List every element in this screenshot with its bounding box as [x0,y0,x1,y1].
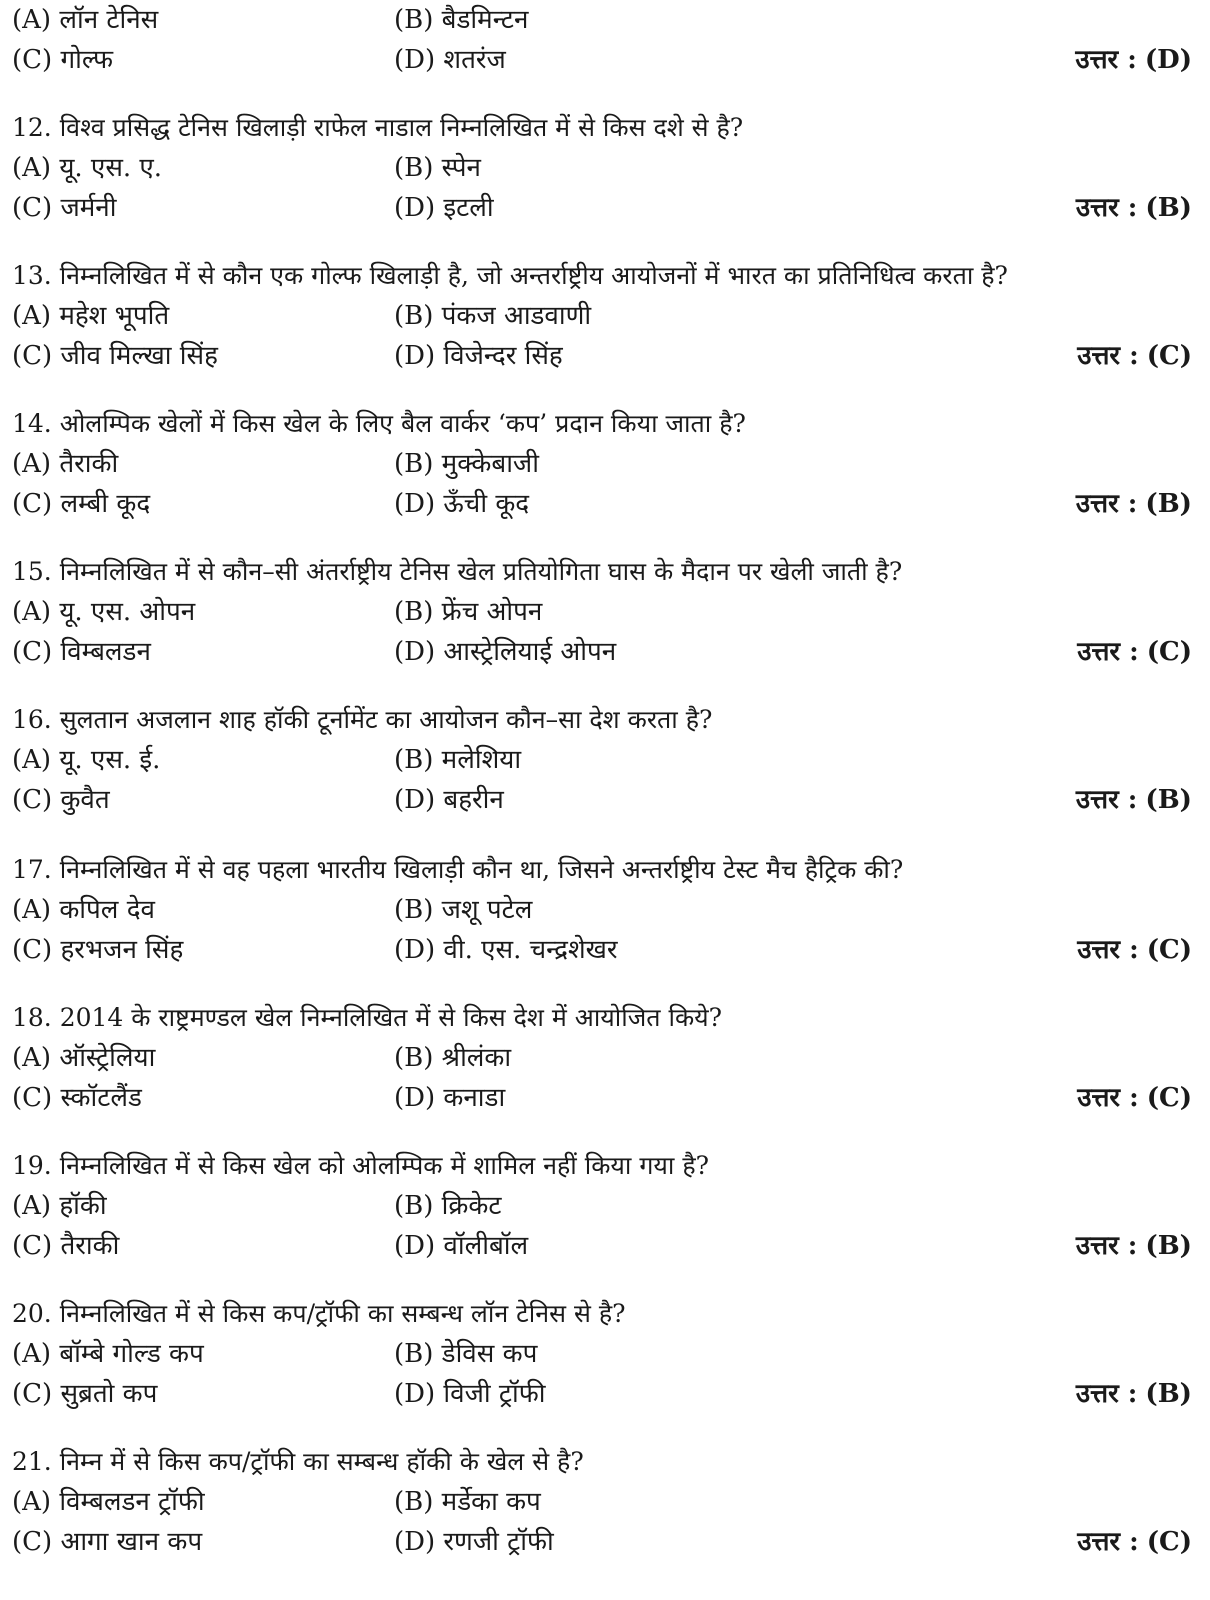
options-row-1 [12,0,1192,40]
option-c: (C) लम्बी कूद [12,489,151,519]
option-b: (B) मलेशिया [394,745,522,775]
options-row-1 [12,1186,1192,1226]
option-d: (D) विजी ट्रॉफी [394,1379,546,1409]
options-row-2 [12,1226,1192,1266]
answer-value: (B) [1145,1231,1192,1261]
question-text: 13. निम्नलिखित में से कौन एक गोल्फ खिलाड़ी है, जो अन्तर्राष्ट्रीय आयोजनों में भारत का प्रतिनिधित्व करता है? [12,261,1008,290]
option-d: (D) इटली [394,193,494,223]
answer-label: उत्तर : [1077,1527,1139,1557]
option-b: (B) मुक्केबाजी [394,449,539,479]
option-d: (D) वॉलीबॉल [394,1231,529,1261]
option-a: (A) लॉन टेनिस [12,5,159,35]
option-b: (B) बैडमिन्टन [394,5,529,35]
option-b: (B) जशू पटेल [394,895,533,925]
answer [1076,780,1192,820]
question-text: 12. विश्व प्रसिद्ध टेनिस खिलाड़ी राफेल नाडाल निम्नलिखित में से किस दशे से है? [12,113,744,142]
option-d: (D) बहरीन [394,785,504,815]
answer-value: (C) [1146,637,1192,667]
option-a: (A) यू. एस. ए. [12,153,163,183]
answer-label: उत्तर : [1077,1083,1139,1113]
option-b: (B) क्रिकेट [394,1191,502,1221]
option-d: (D) शतरंज [394,45,506,75]
option-d: (D) ऊँची कूद [394,489,530,519]
answer-label: उत्तर : [1075,45,1137,75]
options-row-2 [12,188,1192,228]
options-row-2 [12,780,1192,820]
options-row-1 [12,444,1192,484]
answer [1075,40,1192,80]
options-row-1 [12,1038,1192,1078]
options-row-1 [12,148,1192,188]
option-a: (A) यू. एस. ओपन [12,597,196,627]
answer [1077,1522,1192,1562]
option-c: (C) सुब्रतो कप [12,1379,158,1409]
options-row-2 [12,336,1192,376]
option-c: (C) हरभजन सिंह [12,935,184,965]
options-row-1 [12,1334,1192,1374]
answer-label: उत्तर : [1077,341,1139,371]
option-a: (A) हॉकी [12,1191,107,1221]
option-b: (B) फ्रेंच ओपन [394,597,543,627]
options-row-2 [12,1522,1192,1562]
option-b: (B) डेविस कप [394,1339,538,1369]
option-d: (D) विजेन्दर सिंह [394,341,563,371]
answer-label: उत्तर : [1075,193,1138,223]
options-row-2 [12,40,1192,80]
option-d: (D) कनाडा [394,1083,506,1113]
option-a: (A) बॉम्बे गोल्ड कप [12,1339,204,1369]
option-d: (D) आस्ट्रेलियाई ओपन [394,637,617,667]
options-row-1 [12,740,1192,780]
option-a: (A) तैराकी [12,449,119,479]
answer-label: उत्तर : [1077,637,1139,667]
options-row-1 [12,592,1192,632]
answer-label: उत्तर : [1077,935,1139,965]
option-c: (C) गोल्फ [12,45,114,75]
answer-value: (C) [1146,935,1192,965]
answer [1077,632,1192,672]
question-text: 20. निम्नलिखित में से किस कप/ट्रॉफी का सम्बन्ध लॉन टेनिस से है? [12,1299,626,1328]
option-c: (C) आगा खान कप [12,1527,203,1557]
question-text: 19. निम्नलिखित में से किस खेल को ओलम्पिक में शामिल नहीं किया गया है? [12,1151,709,1180]
option-b: (B) श्रीलंका [394,1043,512,1073]
question-text: 14. ओलम्पिक खेलों में किस खेल के लिए बैल वार्कर ‘कप’ प्रदान किया जाता है? [12,409,746,438]
option-b: (B) पंकज आडवाणी [394,301,592,331]
answer [1076,1226,1192,1266]
option-c: (C) जीव मिल्खा सिंह [12,341,218,371]
options-row-2 [12,632,1192,672]
option-c: (C) स्कॉटलैंड [12,1083,142,1113]
option-c: (C) तैराकी [12,1231,120,1261]
options-row-1 [12,1482,1192,1522]
option-c: (C) कुवैत [12,785,110,815]
answer [1077,1078,1192,1118]
answer [1076,188,1192,228]
options-row-2 [12,1374,1192,1414]
option-d: (D) वी. एस. चन्द्रशेखर [394,935,618,965]
question-text: 17. निम्नलिखित में से वह पहला भारतीय खिलाड़ी कौन था, जिसने अन्तर्राष्ट्रीय टेस्ट मैच हैट्रिक की? [12,855,904,884]
answer-value: (B) [1145,1379,1192,1409]
options-row-1 [12,296,1192,336]
option-a: (A) महेश भूपति [12,301,170,331]
answer-label: उत्तर : [1075,1379,1138,1409]
answer [1076,484,1192,524]
question-text: 16. सुलतान अजलान शाह हॉकी टूर्नामेंट का आयोजन कौन–सा देश करता है? [12,705,713,734]
option-c: (C) विम्बलडन [12,637,151,667]
options-row-2 [12,930,1192,970]
answer-value: (D) [1144,45,1192,75]
answer [1076,1374,1192,1414]
options-row-2 [12,1078,1192,1118]
option-c: (C) जर्मनी [12,193,117,223]
answer-value: (C) [1146,341,1192,371]
answer-label: उत्तर : [1075,785,1138,815]
answer-value: (C) [1146,1083,1192,1113]
answer-value: (B) [1145,785,1192,815]
question-text: 21. निम्न में से किस कप/ट्रॉफी का सम्बन्ध हॉकी के खेल से है? [12,1447,584,1476]
option-a: (A) कपिल देव [12,895,155,925]
options-row-2 [12,484,1192,524]
option-d: (D) रणजी ट्रॉफी [394,1527,554,1557]
options-row-1 [12,890,1192,930]
answer [1077,336,1192,376]
answer-label: उत्तर : [1075,489,1138,519]
option-a: (A) यू. एस. ई. [12,745,161,775]
answer [1077,930,1192,970]
option-b: (B) स्पेन [394,153,481,183]
option-b: (B) मर्डेका कप [394,1487,541,1517]
answer-value: (B) [1145,193,1192,223]
answer-label: उत्तर : [1075,1231,1138,1261]
question-text: 15. निम्नलिखित में से कौन–सी अंतर्राष्ट्रीय टेनिस खेल प्रतियोगिता घास के मैदान पर खेली जाती है? [12,557,903,586]
option-a: (A) ऑस्ट्रेलिया [12,1043,156,1073]
answer-value: (B) [1145,489,1192,519]
answer-value: (C) [1146,1527,1192,1557]
question-text: 18. 2014 के राष्ट्रमण्डल खेल निम्नलिखित में से किस देश में आयोजित किये? [12,1003,723,1032]
option-a: (A) विम्बलडन ट्रॉफी [12,1487,205,1517]
